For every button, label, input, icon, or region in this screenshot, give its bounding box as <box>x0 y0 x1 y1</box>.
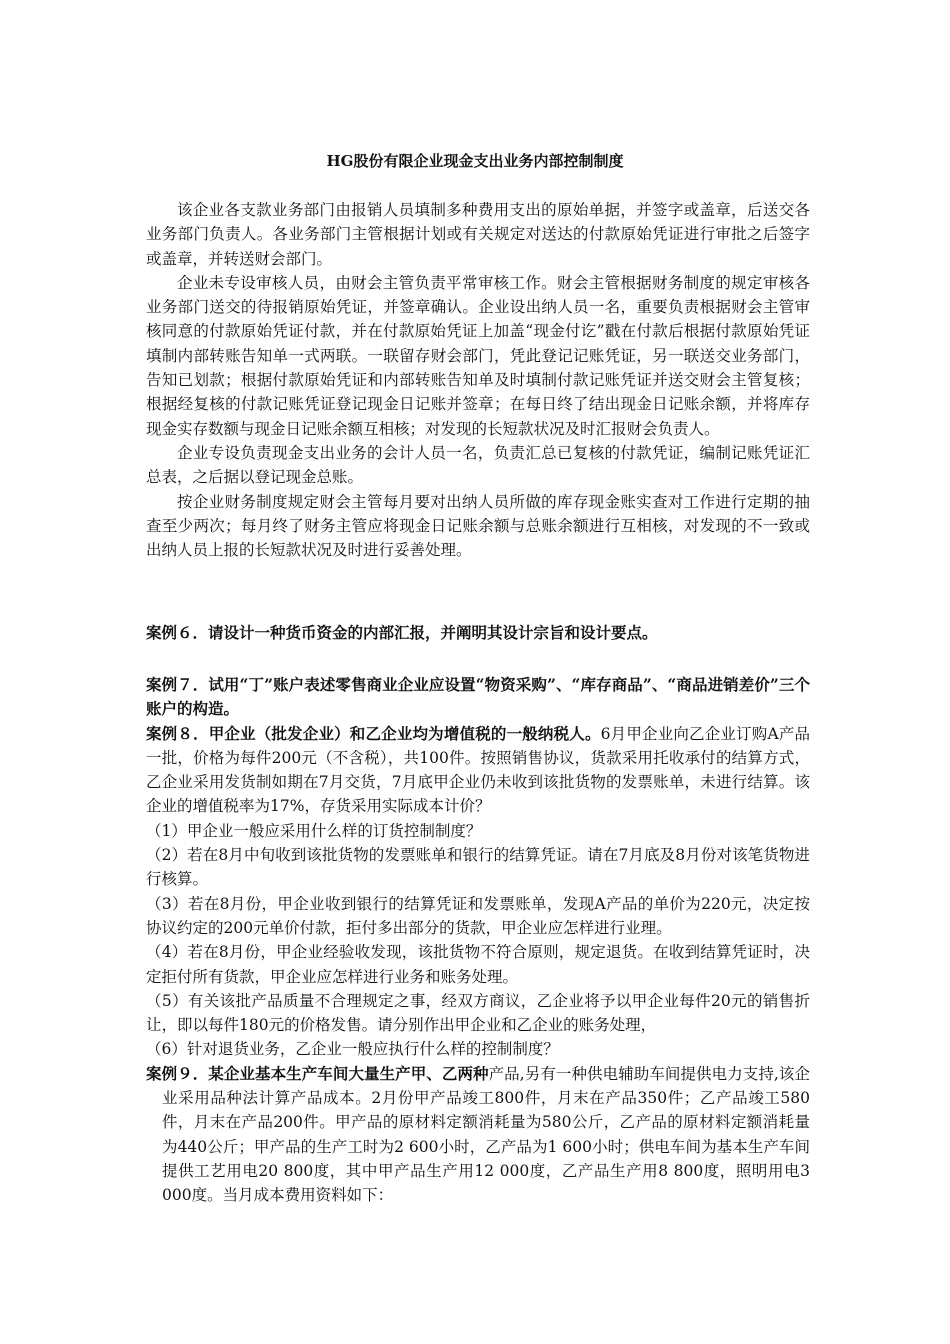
case-8-heading: 案例８．甲企业（批发企业）和乙企业均为增值税的一般纳税人。 <box>146 723 601 743</box>
cases-section <box>146 673 810 1208</box>
paragraph-2: 企业未专设审核人员，由财会主管负责平常审核工作。财会主管根据财务制度的规定审核各业务部门送交的待报销原始凭证，并签章确认。企业设出纳人员一名，重要负责根据财会主管审核同意的付款原始凭证付款，并在付款原始凭证上加盖“现金付讫”戳在付款后根据付款原始凭证填制内部转账告知单一式两联。一联留存财会部门，凭此登记记账凭证，另一联送交业务部门，告知已划款；根据付款原始凭证和内部转账告知单及时填制付款记账凭证并送交财会主管复核；根据经复核的付款记账凭证登记现金日记账并签章；在每日终了结出现金日记账余额，并将库存现金实存数额与现金日记账余额互相核；对发现的长短款状况及时汇报财会负责人。 <box>146 273 810 438</box>
case-8-question: （3）若在8月份，甲企业收到银行的结算凭证和发票账单，发现A产品的单价为220元，决定按协议约定的200元单价付款，拒付多出部分的货款，甲企业应怎样进行业理。 <box>146 894 810 937</box>
case-8-question: （5）有关该批产品质量不合理规定之事，经双方商议，乙企业将予以甲企业每件20元的销售折让，即以每件180元的价格发售。请分别作出甲企业和乙企业的账务处理， <box>146 991 810 1035</box>
case-8-question: （1）甲企业一般应采用什么样的订货控制制度？ <box>146 821 482 840</box>
case-9-heading: 案例９．某企业基本生产车间大量生产甲、乙两种 <box>146 1063 489 1083</box>
case-8-question: （2）若在8月中旬收到该批货物的发票账单和银行的结算凭证。请在7月底及8月份对该笔货物进行核算。 <box>146 846 810 889</box>
case-8-question: （4）若在8月份，甲企业经验收发现，该批货物不符合原则，规定退货。在收到结算凭证时，决定拒付所有货款，甲企业应怎样进行业务和账务处理。 <box>146 943 810 986</box>
case-8-question: （6）针对退货业务，乙企业一般应执行什么样的控制制度？ <box>146 1040 559 1059</box>
case-8 <box>146 722 810 819</box>
case-9 <box>146 1062 810 1208</box>
case-9-body: 产品,另有一种供电辅助车间提供电力支持,该企业采用品种法计算产品成本。2月份甲产品竣工800件，月末在产品350件；乙产品竣工580件，月末在产品200件。甲产品的原材料定额消耗量为580公斤，乙产品的原材料定额消耗量为440公斤；甲产品的生产工时为2 600小时，乙产品为1 600小时；供电车间为基本生产车间提供工艺用电20 800度，其中甲产品生产用12 000度，乙产品生产用8 800度，照明用电3 000度。当月成本费用资料如下： <box>162 1064 810 1205</box>
case-7: 案例７．试用“丁”账户表述零售商业企业应设置“物资采购”、“库存商品”、“商品进销差价”三个账户的构造。 <box>146 675 810 719</box>
case-8-body: 6月甲企业向乙企业订购A产品一批，价格为每件200元（不含税），共100件。按照销售协议，货款采用托收承付的结算方式，乙企业采用发货制如期在7月交货，7月底甲企业仍未收到该批货物的发票账单，未进行结算。该企业的增值税率为17%，存货采用实际成本计价？ <box>146 724 810 816</box>
document-title: HG股份有限企业现金支出业务内部控制制度 <box>326 152 624 170</box>
paragraph-3: 企业专设负责现金支出业务的会计人员一名，负责汇总已复核的付款凭证，编制记账凭证汇总表，之后据以登记现金总账。 <box>146 443 810 487</box>
paragraph-1: 该企业各支款业务部门由报销人员填制多种费用支出的原始单据，并签字或盖章，后送交各业务部门负责人。各业务部门主管根据计划或有关规定对送达的付款原始凭证进行审批之后签字或盖章，并转送财会部门。 <box>146 201 810 268</box>
body-section <box>146 198 810 562</box>
paragraph-4: 按企业财务制度规定财会主管每月要对出纳人员所做的库存现金账实查对工作进行定期的抽查至少两次；每月终了财务主管应将现金日记账余额与总账余额进行互相核，对发现的不一致或出纳人员上报的长短款状况及时进行妥善处理。 <box>146 492 810 560</box>
case-6: 案例６．请设计一种货币资金的内部汇报，并阐明其设计宗旨和设计要点。 <box>146 623 658 642</box>
